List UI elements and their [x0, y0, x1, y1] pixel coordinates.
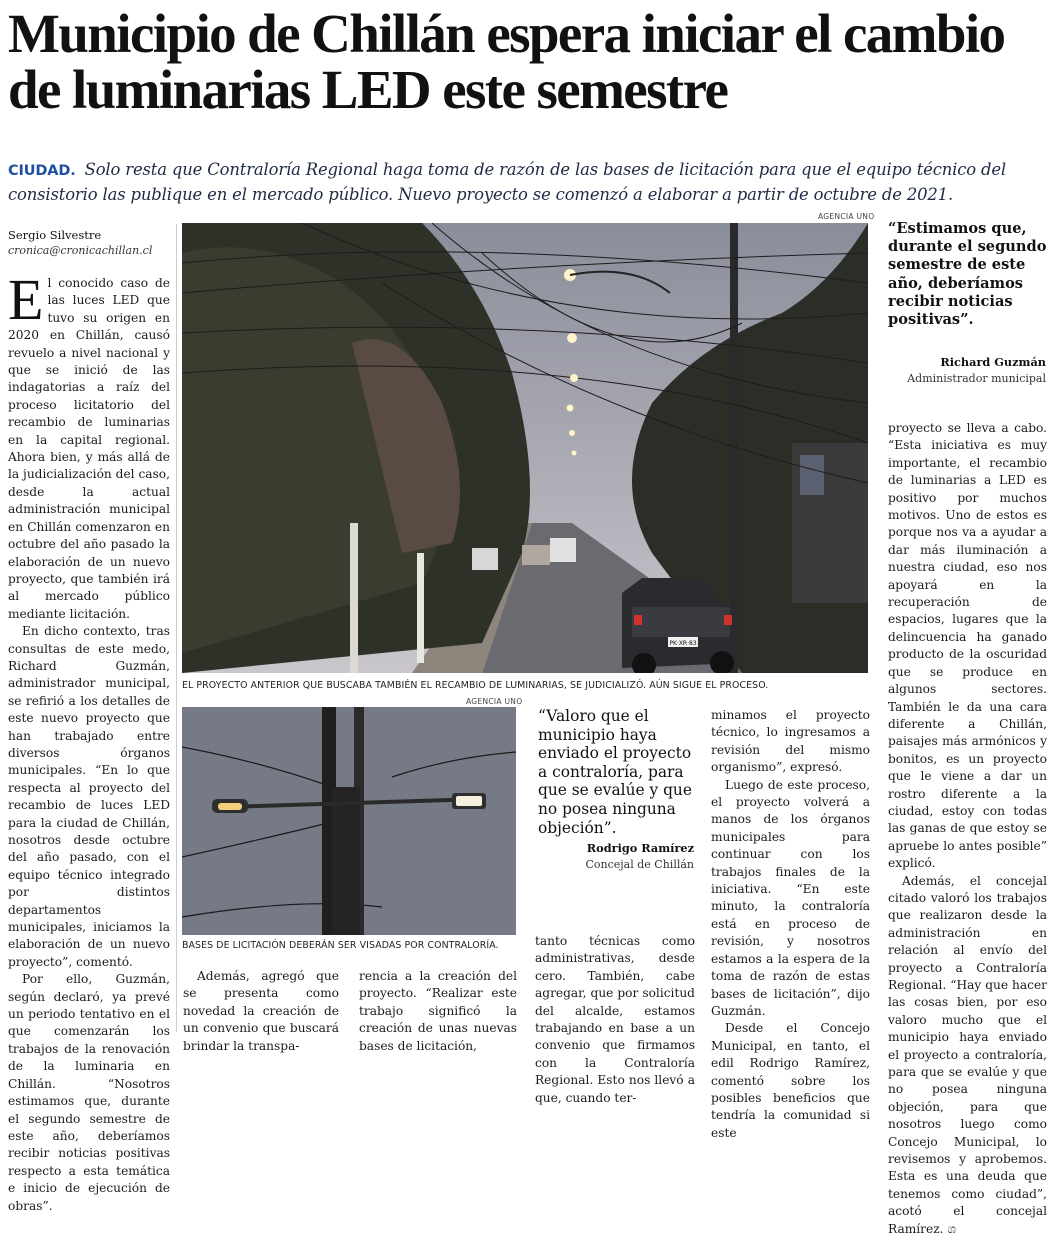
drop-cap: E [8, 267, 44, 332]
street-photo [182, 223, 868, 673]
quote-author: Rodrigo Ramírez [586, 841, 694, 855]
paragraph: Desde el Concejo Municipal, en tanto, el edil Rodrigo Ramírez, comentó sobre los posibles beneficios que tendría la comunidad si este [711, 1021, 870, 1140]
headline: Municipio de Chillán espera iniciar el cambio de luminarias LED este semestre [8, 3, 1005, 120]
photo-credit: AGENCIA UNO [466, 697, 523, 706]
street-light-photo [182, 707, 516, 935]
article-column-2 [183, 968, 339, 1055]
paragraph [888, 873, 1047, 1238]
paragraph: Luego de este proceso, el proyecto volverá a manos de los órganos municipales para continuar con los trabajos finales de la iniciativa. “En este minuto, la contraloría está en proceso de revisión, y nosotros estamos a la espera de la toma de razón de estas bases de licitación”, dijo Guzmán. [711, 777, 870, 1018]
photo-credit: AGENCIA UNO [818, 212, 875, 221]
street-scene-image [182, 223, 868, 673]
article-column-1 [8, 267, 170, 1215]
license-plate: PK·XR·83 [669, 640, 697, 647]
photo-caption: EL PROYECTO ANTERIOR QUE BUSCABA TAMBIÉN EL RECAMBIO DE LUMINARIAS, SE JUDICIALIZÓ. AÚN SIGUE EL PROCESO. [182, 680, 769, 691]
byline-email: cronica@cronicachillan.cl [8, 244, 153, 257]
paragraph-text: l conocido caso de las luces LED que tuvo su origen en 2020 en Chillán, causó revuelo a nivel nacional y que se inició de las indagatorias a raíz del proceso licitatorio del recambio de luminarias en la capital regional. Ahora bien, y más allá de la judicialización del caso, desde la actual administración municipal en Chillán comenzaron en octubre del año pasado la elaboración de un nuevo proyecto, que también irá al mercado público mediante licitación. [8, 276, 170, 621]
paragraph: rencia a la creación del proyecto. “Realizar este trabajo significó la creación de unas nuevas bases de licitación, [359, 969, 517, 1053]
article-column-6 [888, 420, 1047, 1238]
paragraph [8, 267, 170, 623]
article-column-4 [535, 933, 695, 1107]
section-label: CIUDAD. [8, 163, 76, 179]
paragraph: Por ello, Guzmán, según declaró, ya prevé un periodo tentativo en el que comenzarán los trabajos de la renovación de la luminaria en Chillán. “Nosotros estimamos que, durante el segundo semestre de este año, deberíamos recibir noticias positivas respecto a esta temática e inicio de ejecución de obras”. [8, 972, 170, 1213]
dek [8, 158, 1044, 206]
paragraph: En dicho contexto, tras consultas de este medo, Richard Guzmán, administrador municipal, se refirió a los detalles de este nuevo proyecto que han trabajado entre diversos órganos municipales. “En lo que respecta al proyecto del recambio de luces LED para la ciudad de Chillán, nosotros desde octubre del año pasado, con el equipo técnico integrado por distintos departamentos municipales, iniciamos la elaboración de un nuevo proyecto”, comentó. [8, 624, 170, 969]
quote-author: Richard Guzmán [940, 355, 1046, 369]
paragraph: minamos el proyecto técnico, lo ingresamos a revisión del mismo organismo”, expresó. [711, 708, 870, 775]
column-rule [176, 224, 177, 1032]
pull-quote: “Valoro que el municipio haya enviado el proyecto a contraloría, para que se evalúe y que no posea ninguna objeción”. [538, 707, 692, 837]
dek-text: Solo resta que Contraloría Regional haga toma de razón de las bases de licitación para que el equipo técnico del consistorio las publique en el mercado público. Nuevo proyecto se comenzó a elaborar a partir de octubre de 2021. [8, 160, 1007, 204]
quote-author-role: Concejal de Chillán [585, 858, 694, 871]
street-light-image [182, 707, 516, 935]
pull-quote: “Estimamos que, durante el segundo semestre de este año, deberíamos recibir noticias positivas”. [888, 220, 1047, 329]
photo-caption: BASES DE LICITACIÓN DEBERÁN SER VISADAS POR CONTRALORÍA. [182, 940, 499, 951]
end-mark-icon: ශ [947, 1221, 957, 1236]
quote-author-role: Administrador municipal [907, 372, 1046, 385]
paragraph: Además, agregó que se presenta como novedad la creación de un convenio que buscará brindar la transpa- [183, 969, 339, 1053]
article-column-5 [711, 707, 870, 1142]
article-column-3 [359, 968, 517, 1055]
byline-name: Sergio Silvestre [8, 228, 102, 242]
paragraph-text: Además, el concejal citado valoró los trabajos que realizaron desde la administración en relación al envío del proyecto a Contraloría Regional. “Hay que hacer las cosas bien, por eso valoro mucho que el municipio haya enviado el proyecto a contraloría, para que se evalúe y que no posea ninguna objeción, para que nosotros luego como Concejo Municipal, lo revisemos y aprobemos. Esta es una deuda que tenemos como ciudad”, acotó el concejal Ramírez. [888, 873, 1047, 1236]
paragraph: proyecto se lleva a cabo. “Esta iniciativa es muy importante, el recambio de luminarias a LED es positivo por muchos motivos. Uno de estos es porque nos va a ayudar a dar más iluminación a nuestra ciudad, eso nos apoyará en la recuperación de espacios, lugares que la delincuencia ha ganado producto de la oscuridad que se produce en algunos sectores. También le da una cara diferente a Chillán, paisajes más armónicos y bonitos, es un proyecto que le viene a dar un rostro diferente a la ciudad, estoy con todas las ganas de que estoy se apruebe lo antes posible” explicó. [888, 421, 1047, 871]
paragraph: tanto técnicas como administrativas, desde cero. También, cabe agregar, que por solicitud del alcalde, estamos trabajando en base a un convenio que firmamos con la Contraloría Regional. Esto nos llevó a que, cuando ter- [535, 934, 695, 1105]
